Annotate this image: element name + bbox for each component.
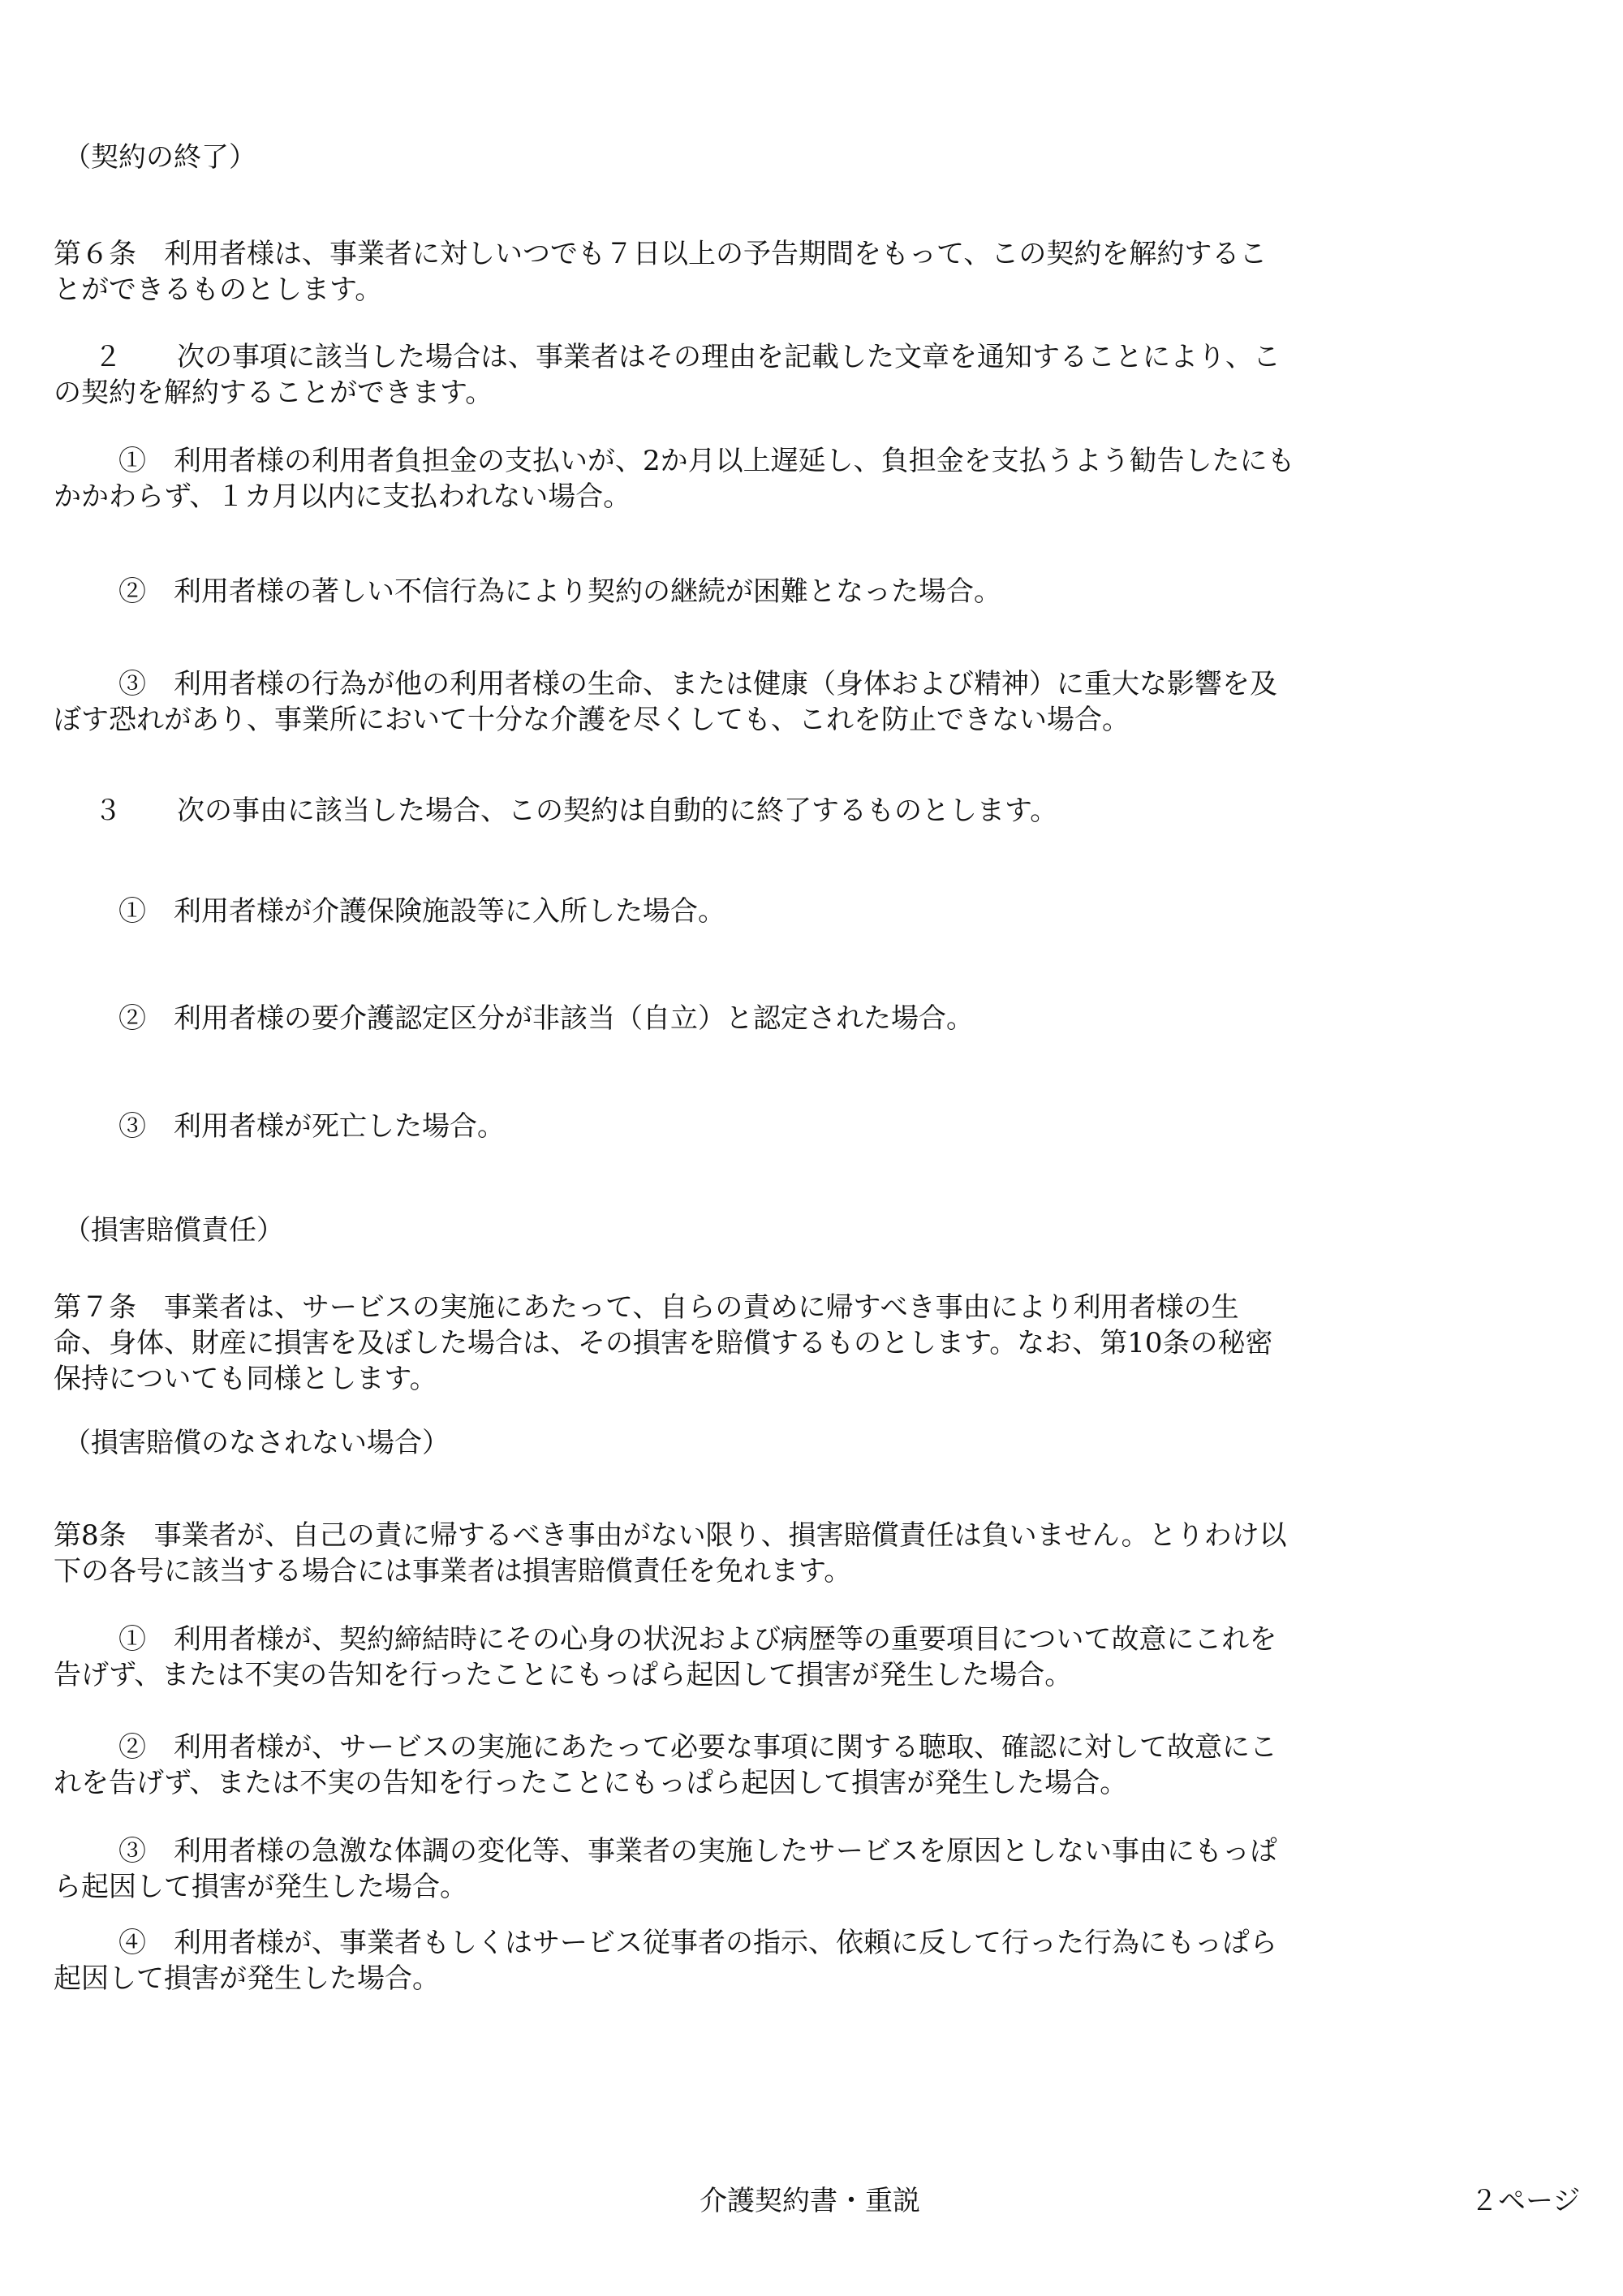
article-8-item-1-line-2: 告げず、または不実の告知を行ったことにもっぱら起因して損害が発生した場合。 <box>54 1659 1073 1691</box>
footer-page-number: ２ページ <box>1470 2185 1581 2217</box>
article-7-line-2: 命、身体、財産に損害を及ぼした場合は、その損害を賠償するものとします。なお、第10条の秘密 <box>54 1327 1273 1359</box>
article-7-line-1: 第７条 事業者は、サービスの実施にあたって、自らの責めに帰すべき事由により利用者様の生 <box>54 1291 1239 1324</box>
article-6-item-3-line-2: ぼす恐れがあり、事業所において十分な介護を尽くしても、これを防止できない場合。 <box>54 704 1130 736</box>
article-6-para-3-item-1: ① 利用者様が介護保険施設等に入所した場合。 <box>118 895 725 928</box>
article-8-line-1: 第8条 事業者が、自己の責に帰するべき事由がない限り、損害賠償責任は負いません。とりわけ以 <box>54 1519 1287 1552</box>
article-6-line-2: とができるものとします。 <box>54 274 383 306</box>
section-heading-damages: （損害賠償責任） <box>63 1214 284 1247</box>
article-6-item-1-line-2: かかわらず、１カ月以内に支払われない場合。 <box>54 480 631 513</box>
article-6-para-3: ３ 次の事由に該当した場合、この契約は自動的に終了するものとします。 <box>94 795 1058 827</box>
article-8-item-3-line-2: ら起因して損害が発生した場合。 <box>54 1871 467 1903</box>
article-8-item-2-line-2: れを告げず、または不実の告知を行ったことにもっぱら起因して損害が発生した場合。 <box>54 1767 1128 1799</box>
article-6-para-3-item-3: ③ 利用者様が死亡した場合。 <box>118 1110 505 1143</box>
article-6-para-2-line-2: の契約を解約することができます。 <box>54 377 493 409</box>
article-8-item-4-line-2: 起因して損害が発生した場合。 <box>54 1962 440 1995</box>
article-6-item-3-line-1: ③ 利用者様の行為が他の利用者様の生命、または健康（身体および精神）に重大な影響を及 <box>118 668 1277 700</box>
article-8-item-4-line-1: ④ 利用者様が、事業者もしくはサービス従事者の指示、依頼に反して行った行為にもっぱら <box>118 1927 1277 1959</box>
article-8-item-1-line-1: ① 利用者様が、契約締結時にその心身の状況および病歴等の重要項目について故意にこれを <box>118 1623 1277 1656</box>
article-6-para-3-item-2: ② 利用者様の要介護認定区分が非該当（自立）と認定された場合。 <box>118 1002 974 1035</box>
article-8-item-3-line-1: ③ 利用者様の急激な体調の変化等、事業者の実施したサービスを原因としない事由にもっぱ <box>118 1835 1277 1867</box>
article-8-item-2-line-1: ② 利用者様が、サービスの実施にあたって必要な事項に関する聴取、確認に対して故意にこ <box>118 1731 1277 1764</box>
article-6-para-2-line-1: ２ 次の事項に該当した場合は、事業者はその理由を記載した文章を通知することにより、こ <box>94 341 1281 373</box>
footer-document-title: 介護契約書・重説 <box>700 2185 920 2217</box>
article-7-line-3: 保持についても同様とします。 <box>54 1363 437 1395</box>
section-heading-no-damages: （損害賠償のなされない場合） <box>63 1427 450 1459</box>
article-8-line-2: 下の各号に該当する場合には事業者は損害賠償責任を免れます。 <box>54 1555 852 1587</box>
section-heading-termination: （契約の終了） <box>63 141 256 174</box>
article-6-item-1-line-1: ① 利用者様の利用者負担金の支払いが、2か月以上遅延し、負担金を支払うよう勧告したにも <box>118 445 1295 477</box>
article-6-line-1: 第６条 利用者様は、事業者に対しいつでも７日以上の予告期間をもって、この契約を解約するこ <box>54 238 1268 270</box>
article-6-item-2: ② 利用者様の著しい不信行為により契約の継続が困難となった場合。 <box>118 575 1001 608</box>
